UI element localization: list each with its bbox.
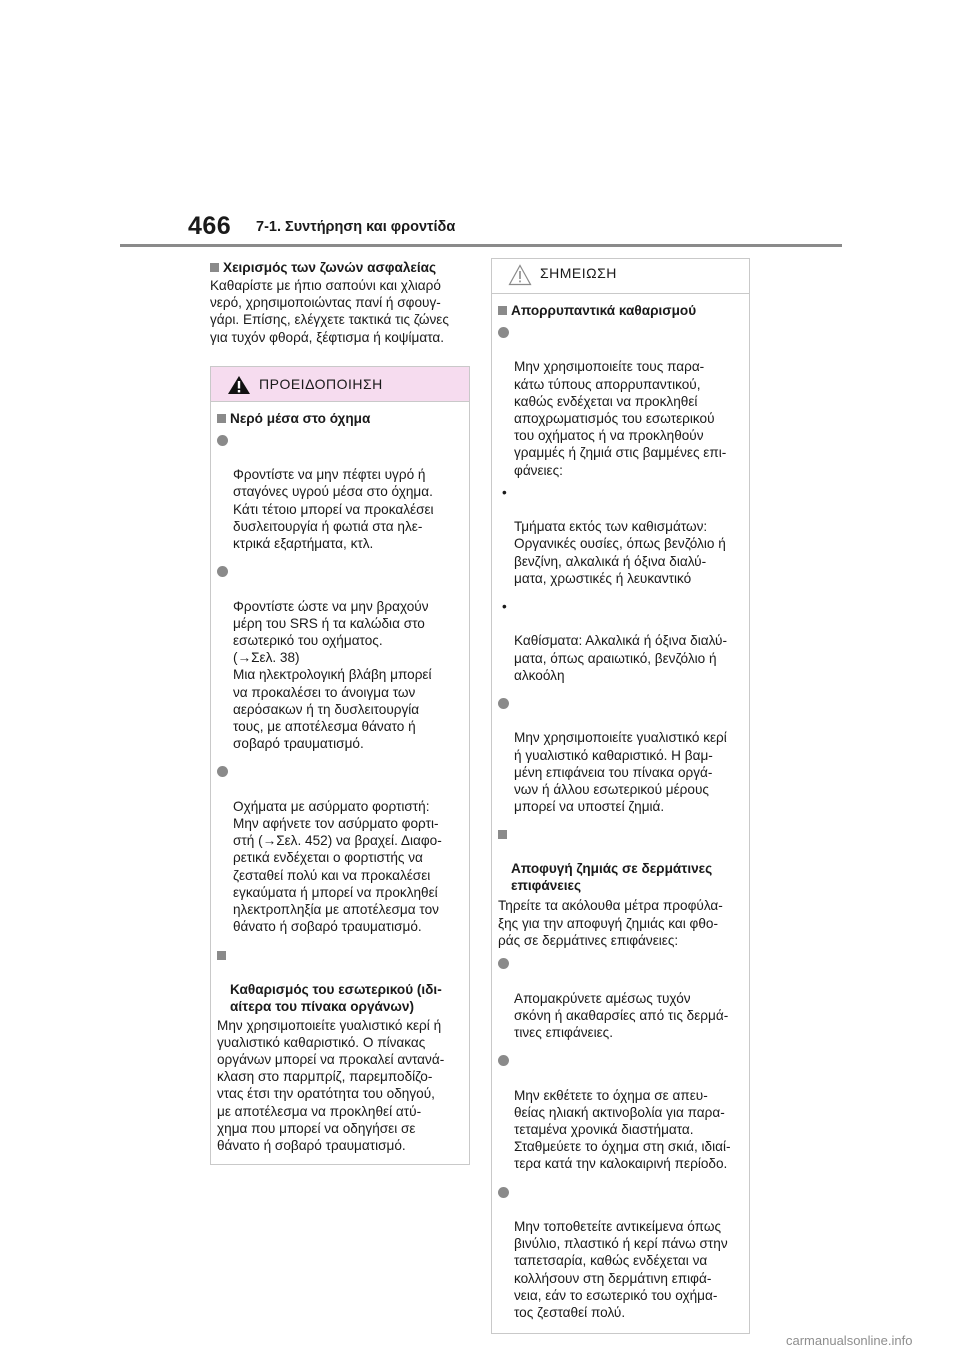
- warning-subtitle: [217, 410, 463, 427]
- list-item-text: Μην εκθέτετε το όχημα σε απευ- θείας ηλιακή ακτινοβολία για παρα- τεταμένα χρονικά διαστήματα. Σταθμεύετε το όχημα στη σκιά, ιδιαί- τερα κατά την καλοκαιρινή περίοδο.: [514, 1087, 731, 1172]
- list-item: [498, 324, 743, 479]
- page-number: 466: [188, 212, 232, 240]
- list-item: [498, 1052, 743, 1172]
- caution-triangle-outline-icon: [508, 264, 532, 286]
- section-text: Καθαρίστε με ήπιο σαπούνι και χλιαρό νερό, χρησιμοποιώντας πανί ή σφουγ- γάρι. Επίσης, ελέγχετε τακτικά τις ζώνες για τυχόν φθορά, ξέφτισμα ή κοψίματα.: [210, 278, 449, 345]
- note-body: [492, 294, 749, 1333]
- list-item-text: Απομακρύνετε αμέσως τυχόν σκόνη ή ακαθαρσίες από τις δερμά- τινες επιφάνειες.: [514, 990, 729, 1040]
- square-bullet-icon: [217, 414, 226, 423]
- note-header: [492, 259, 749, 294]
- section-title-text: Χειρισμός των ζωνών ασφαλείας: [223, 260, 437, 275]
- warning-box: [210, 366, 470, 1165]
- warning-triangle-icon: [227, 375, 251, 395]
- warning-label: ΠΡΟΕΙΔΟΠΟΙΗΣΗ: [259, 375, 383, 392]
- list-item: [217, 763, 463, 935]
- warning-header: [211, 367, 469, 402]
- section-title: [210, 259, 470, 276]
- note-subtitle-text: Αποφυγή ζημιάς σε δερμάτινες επιφάνειες: [511, 861, 713, 894]
- round-bullet-icon: [498, 1187, 509, 1198]
- right-column: [491, 258, 750, 1334]
- round-bullet-icon: [498, 1055, 509, 1066]
- warning-subtitle-text: Νερό μέσα στο όχημα: [230, 410, 371, 426]
- list-item: [498, 955, 743, 1041]
- warning-subtext: Μην χρησιμοποιείτε γυαλιστικό κερί ή γυαλιστικό καθαριστικό. Ο πίνακας οργάνων μπορεί να προκαλεί αντανά- κλαση στο παρμπρίζ, παρεμποδίζο- ντας έτσι την ορατότητα του οδηγού, με αποτέλεσμα να προκληθεί ατύ- χημα που μπορεί να οδηγήσει σε θάνατο ή σοβαρό τραυματισμό.: [217, 1017, 445, 1153]
- round-bullet-icon: [217, 435, 228, 446]
- left-column: [210, 259, 470, 1165]
- note-subtitle-text: Απορρυπαντικά καθαρισμού: [511, 303, 697, 318]
- list-item-text: Μην τοποθετείτε αντικείμενα όπως βινύλιο, πλαστικό ή κερί πάνω στην ταπετσαρία, καθώς ενδέχεται να κολλήσουν στη δερμάτινη επιφά- νεια, εάν το εσωτερικό του οχήμα- τος ζεσταθεί πολύ.: [514, 1218, 728, 1320]
- note-subtitle: [498, 302, 743, 319]
- watermark[interactable]: carmanualsonline.info: [786, 1333, 913, 1348]
- dot-marker-icon: •: [502, 599, 507, 615]
- header-rule: [120, 244, 842, 247]
- sub-list-item-text: Καθίσματα: Αλκαλικά ή όξινα διαλύ- ματα, όπως αραιωτικό, βενζόλιο ή αλκοόλη: [514, 633, 728, 683]
- list-item-text: Οχήματα με ασύρματο φορτιστή: Μην αφήνετε τον ασύρματο φορτι- στή (→Σελ. 452) να βραχεί. Διαφο- ρετικά ενδέχεται ο φορτιστής να ζεσταθεί πολύ και να προκαλέσει εγκαύματα ή μπορεί να προκληθεί ηλεκτροπληξία με αποτέλεσμα τον θάνατο ή σοβαρό τραυματισμό.: [233, 798, 442, 935]
- list-item-text: Μην χρησιμοποιείτε γυαλιστικό κερί ή γυαλιστικό καθαριστικό. Η βαμ- μένη επιφάνεια του πίνακα οργά- νων ή άλλου εσωτερικού μέρους μπορεί να υποστεί ζημιά.: [514, 730, 727, 815]
- sub-list-item: [498, 598, 743, 684]
- dot-marker-icon: •: [502, 484, 507, 500]
- chapter-title: 7-1. Συντήρηση και φροντίδα: [256, 219, 456, 235]
- note-subtext: Τηρείτε τα ακόλουθα μέτρα προφύλα- ξης για την αποφυγή ζημιάς και φθο- ράς σε δερμάτινες επιφάνειες:: [498, 898, 723, 948]
- square-bullet-icon: [498, 306, 507, 315]
- sub-list-item-text: Τμήματα εκτός των καθισμάτων: Οργανικές ουσίες, όπως βενζόλιο ή βενζίνη, αλκαλικά ή όξινα διαλύ- ματα, χρωστικές ή λευκαντικό: [514, 519, 726, 586]
- round-bullet-icon: [498, 698, 509, 709]
- warning-subtitle: [217, 947, 463, 1015]
- square-bullet-icon: [217, 951, 226, 960]
- list-item: [498, 695, 743, 815]
- note-subtitle: [498, 826, 743, 894]
- warning-body: [211, 402, 469, 1164]
- note-label: ΣΗΜΕΙΩΣΗ: [540, 265, 617, 281]
- square-bullet-icon: [498, 830, 507, 839]
- list-item-text: Φροντίστε να μην πέφτει υγρό ή σταγόνες υγρού μέσα στο όχημα. Κάτι τέτοιο μπορεί να προκαλέσει δυσλειτουργία ή φωτιά στα ηλε- κτρικά εξαρτήματα, κτλ.: [233, 467, 434, 552]
- round-bullet-icon: [498, 327, 509, 338]
- list-item: [217, 432, 463, 552]
- square-bullet-icon: [210, 263, 219, 272]
- list-item-text: Φροντίστε ώστε να μην βραχούν μέρη του SRS ή τα καλώδια στο εσωτερικό του οχήματος. (→Σελ. 38) Μια ηλεκτρολογική βλάβη μπορεί να προκαλέσει το άνοιγμα των αερόσακων ή τη δυσλειτουργία τους, με αποτέλεσμα θάνατο ή σοβαρό τραυματισμό.: [233, 598, 432, 752]
- list-item: [498, 1184, 743, 1322]
- note-box: [491, 258, 750, 1334]
- sub-list-item: [498, 484, 743, 587]
- round-bullet-icon: [217, 766, 228, 777]
- list-item: [217, 563, 463, 752]
- list-item-text: Μην χρησιμοποιείτε τους παρα- κάτω τύπους απορρυπαντικού, καθώς ενδέχεται να προκληθεί αποχρωματισμός του εσωτερικού του οχήματος ή να προκληθούν γραμμές ή ζημιά στις βαμμένες επι- φάνειες:: [514, 359, 727, 478]
- round-bullet-icon: [498, 958, 509, 969]
- round-bullet-icon: [217, 566, 228, 577]
- warning-subtitle-text: Καθαρισμός του εσωτερικού (ιδι- αίτερα του πίνακα οργάνων): [230, 981, 442, 1014]
